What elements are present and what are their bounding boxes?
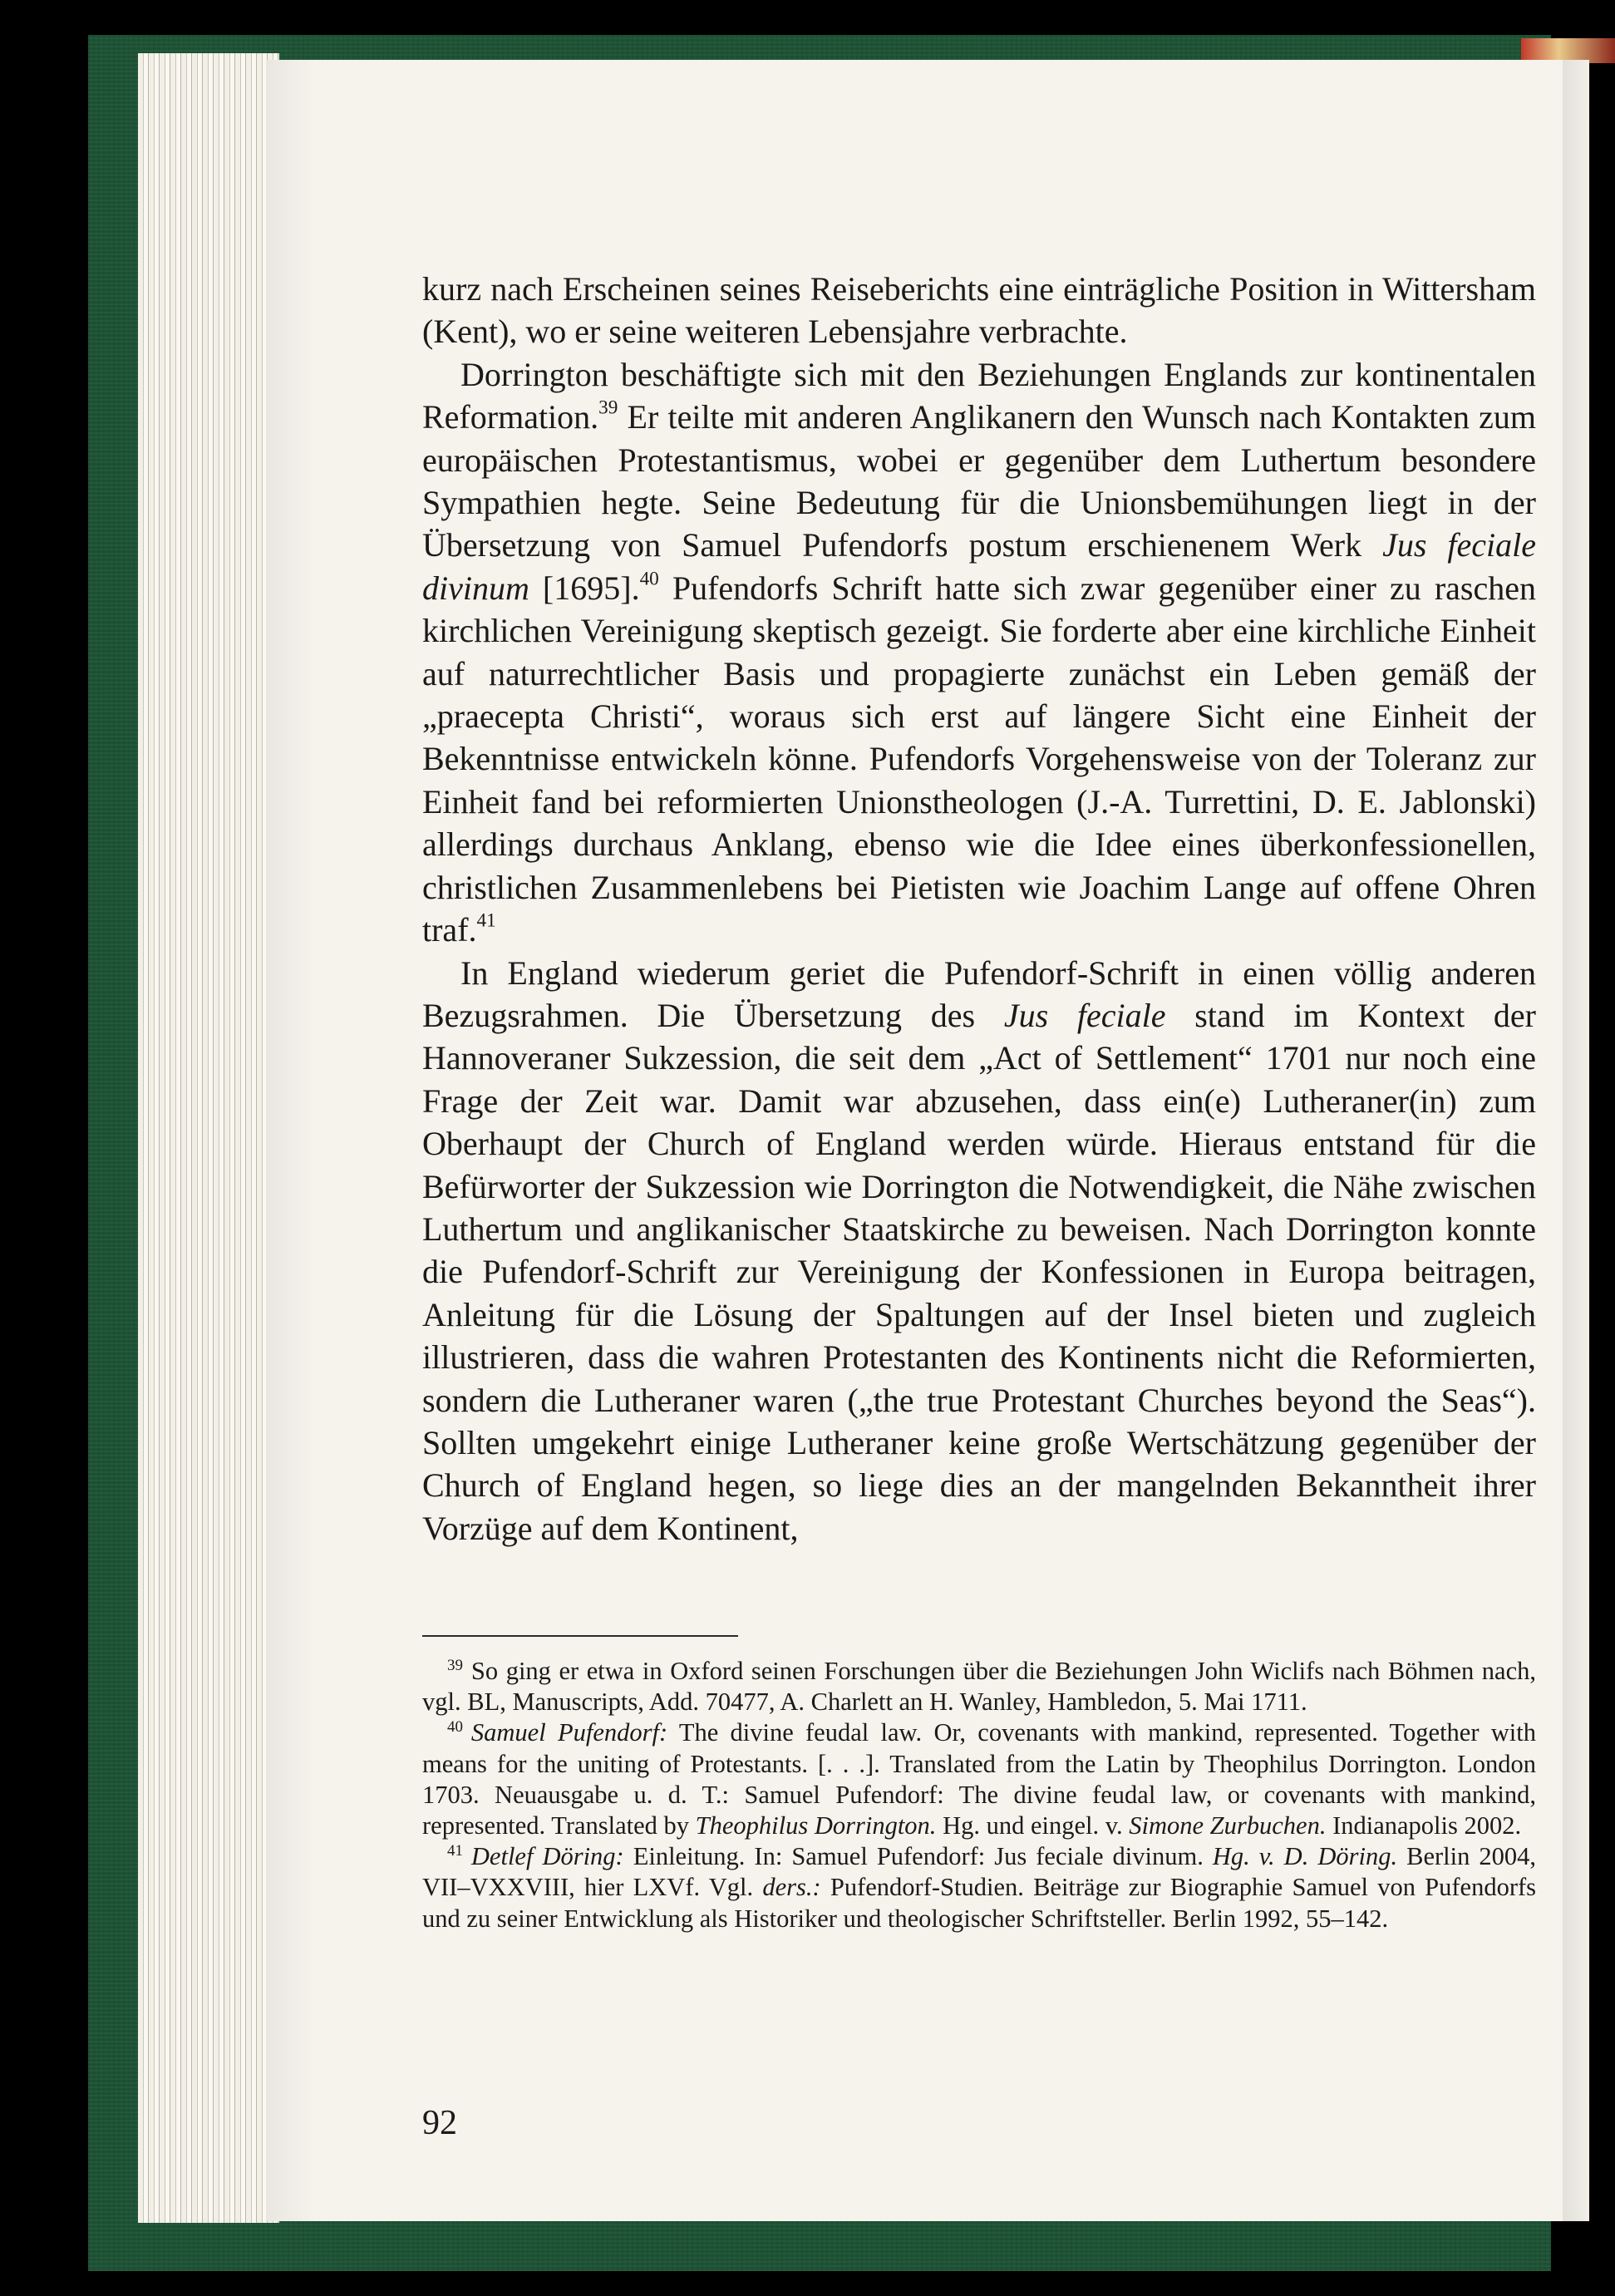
footnote-number: 41 xyxy=(447,1841,463,1860)
paragraph-2-text: [1695]. xyxy=(529,569,640,607)
footnote-text: Einleitung. In: Samuel Pufendorf: Jus feciale divinum. xyxy=(623,1842,1213,1871)
work-title: Jus feciale xyxy=(1003,996,1166,1034)
paragraph-2-text: Er teilte mit anderen Anglikanern den Wunsch nach Kontakten zum europäischen Protestantismus, wobei er gegenüber dem Luthertum besondere Sympathien hegte. Seine Bedeutung für die Unionsbemühungen liegt in der Übersetzung von Samuel Pufendorfs postum erschienenem Werk xyxy=(422,398,1536,564)
footnote-author: Samuel Pufendorf: xyxy=(470,1718,668,1747)
footnote-ref-40: 40 xyxy=(639,568,659,590)
page-stack-edges xyxy=(138,53,279,2223)
footnote-text: Berlin 2004, VII–VXXVIII, hier LXVf. Vgl. xyxy=(422,1842,1536,1902)
main-text xyxy=(422,268,1536,1550)
paragraph-3-text: stand im Kontext der Hannoveraner Sukzession, die seit dem „Act of Settlement“ 1701 nur noch eine Frage der Zeit war. Damit war abzusehen, dass ein(e) Lutheraner(in) zum Oberhaupt der Church of England werden würde. Hieraus entstand für die Befürworter der Sukzession wie Dorrington die Notwendigkeit, die Nähe zwischen Luthertum und anglikanischer Staatskirche zu beweisen. Nach Dorrington konnte die Pufendorf-Schrift zur Vereinigung der Konfessionen in Europa beitragen, Anleitung für die Lösung der Spaltungen auf der Insel bieten und zugleich illustrieren, dass die wahren Protestanten des Kontinents nicht die Reformierten, sondern die Lutheraner waren („the true Protestant Churches beyond the Seas“). Sollten umgekehrt einige Lutheraner keine große Wertschätzung gegenüber der Church of England hegen, so liege dies an der mangelnden Bekanntheit ihrer Vorzüge auf dem Kontinent, xyxy=(422,996,1536,1547)
footnote-ref-39: 39 xyxy=(598,397,618,419)
footnote-author: Theophilus Dorrington. xyxy=(695,1811,937,1840)
footnote-39 xyxy=(422,1656,1536,1717)
footnote-author: ders.: xyxy=(762,1873,821,1902)
footnotes xyxy=(422,1656,1536,1934)
paragraph-2 xyxy=(422,353,1536,952)
footnote-author: Hg. v. D. Döring. xyxy=(1212,1842,1398,1871)
footnote-text: So ging er etwa in Oxford seinen Forschungen über die Beziehungen John Wiclifs nach Böhmen nach, vgl. BL, Manuscripts, Add. 70477, A. Charlett an H. Wanley, Hambledon, 5. Mai 1711. xyxy=(422,1657,1536,1717)
paragraph-1-text: kurz nach Erscheinen seines Reiseberichts eine einträgliche Position in Wittersham (Kent), wo er seine weiteren Lebensjahre verbrachte. xyxy=(422,270,1536,351)
footnote-ref-41: 41 xyxy=(476,909,496,932)
footnote-text: Hg. und eingel. v. xyxy=(936,1811,1130,1840)
footnote-text: The divine feudal law. Or, covenants with mankind, represented. Together with means for the uniting of Protestants. [. . .]. Translated from the Latin by Theophilus Dorrington. London 1703. Neuausgabe u. d. T.: Samuel Pufendorf: The divine feudal law, or covenants with mankind, represented. Translated by xyxy=(422,1718,1536,1840)
footnote-41 xyxy=(422,1841,1536,1934)
footnote-number: 40 xyxy=(447,1718,463,1737)
page-gutter-shadow xyxy=(1563,60,1596,2221)
footnote-number: 39 xyxy=(447,1656,463,1674)
footnote-text: Indianapolis 2002. xyxy=(1326,1811,1522,1840)
paragraph-2-text: Pufendorfs Schrift hatte sich zwar gegenüber einer zu raschen kirchlichen Vereinigung skeptisch gezeigt. Sie forderte aber eine kirchliche Einheit auf naturrechtlicher Basis und propagierte zunächst ein Leben gemäß der „praecepta Christi“, woraus sich erst auf längere Sicht eine Einheit der Bekenntnisse entwickeln könne. Pufendorfs Vorgehensweise von der Toleranz zur Einheit fand bei reformierten Unionstheologen (J.-A. Turrettini, D. E. Jablonski) allerdings durchaus Anklang, ebenso wie die Idee eines überkonfessionellen, christlichen Zusammenlebens bei Pietisten wie Joachim Lange auf offene Ohren traf. xyxy=(422,569,1537,949)
paragraph-3 xyxy=(422,952,1536,1550)
paragraph-2-text: Dorrington beschäftigte sich mit den Beziehungen Englands zur kontinentalen Reformation. xyxy=(422,355,1536,436)
work-title: Jus feciale divinum xyxy=(422,526,1537,607)
footnote-author: Detlef Döring: xyxy=(470,1842,624,1871)
footnote-author: Simone Zurbuchen. xyxy=(1129,1811,1327,1840)
footnote-text: Pufendorf-Studien. Beiträge zur Biographie Samuel von Pufendorfs und zu seiner Entwicklung als Historiker und theologischer Schriftsteller. Berlin 1992, 55–142. xyxy=(422,1873,1536,1933)
footnote-40 xyxy=(422,1717,1536,1841)
paragraph-3-text: In England wiederum geriet die Pufendorf-Schrift in einen völlig anderen Bezugsrahmen. Die Übersetzung des xyxy=(422,953,1536,1034)
paragraph-1 xyxy=(422,268,1536,353)
page-number: 92 xyxy=(422,2104,457,2142)
footnote-separator xyxy=(422,1635,738,1637)
